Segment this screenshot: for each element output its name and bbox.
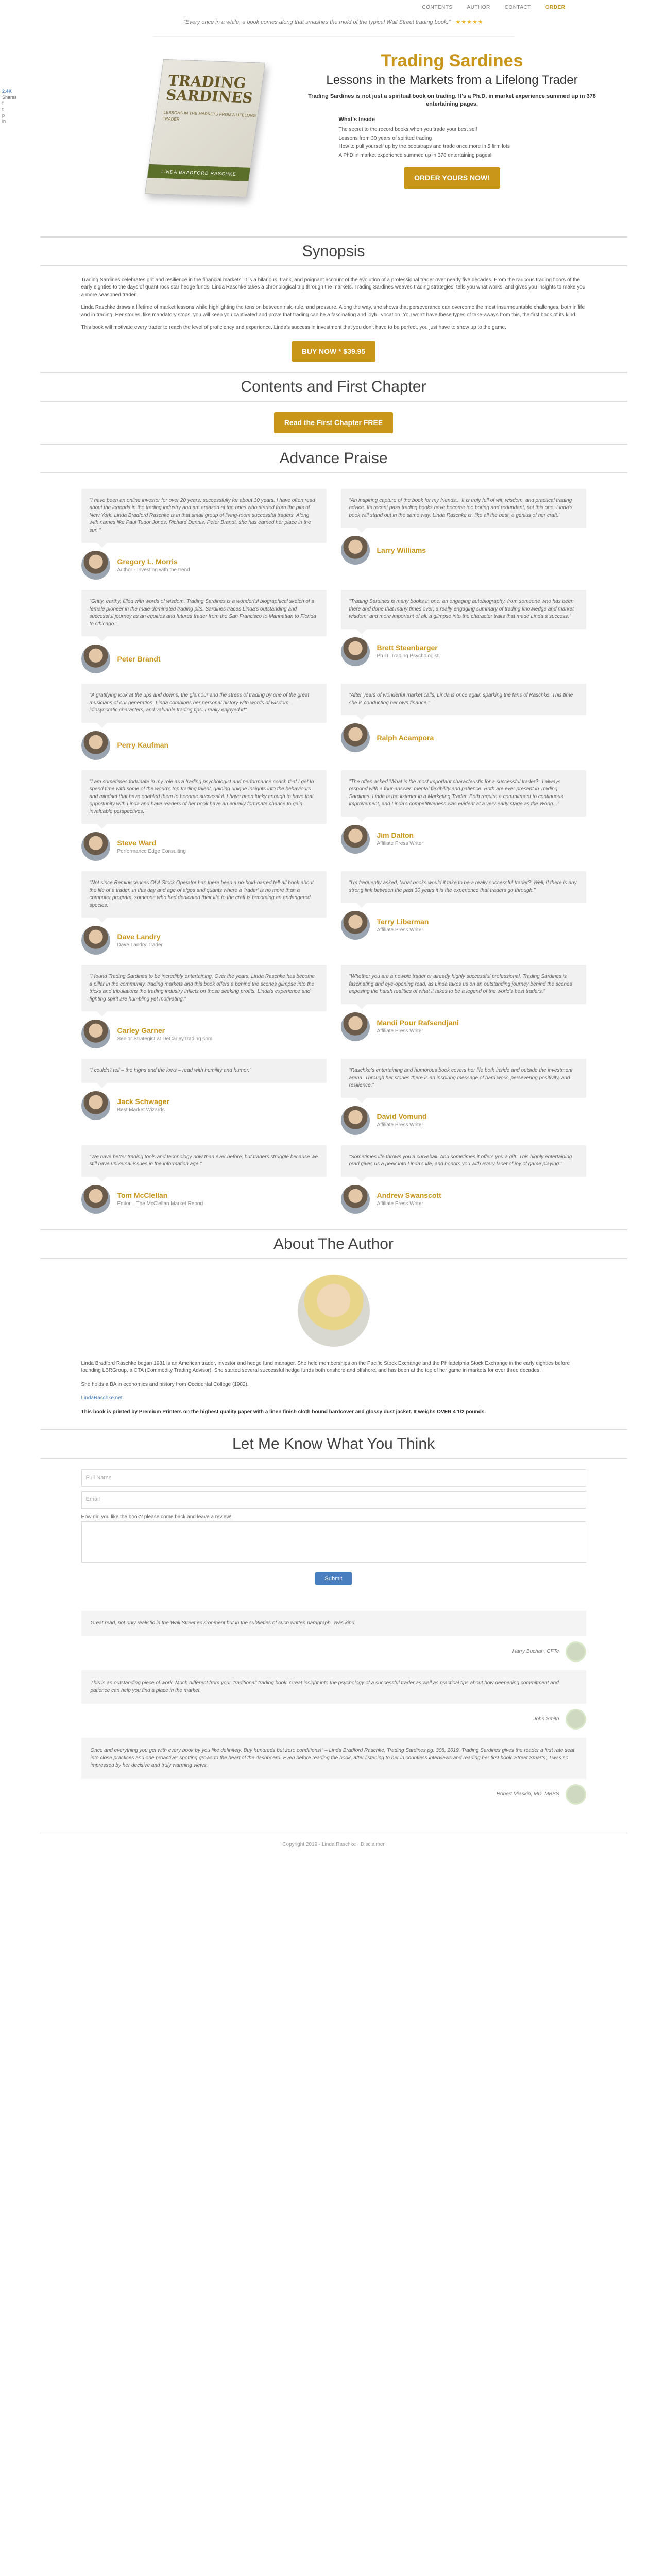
about-paragraph: Linda Bradford Raschke began 1981 is an American trader, investor and hedge fund manager. She held memberships on the Pacific Stock Exchange and the Philadelphia Stock Exchange in the early eighties before founding LBRGroup, a CTA (Commodity Trading Advisor). She started several successful hedge funds both onshore and offshore, and has been at the top of her game in markets for over three decades. <box>81 1360 570 1374</box>
share-label: Shares <box>2 94 17 100</box>
praise-quote: "After years of wonderful market calls, Linda is once again sparking the fans of Raschke. This time she is conducting her own finance." <box>341 684 586 715</box>
praise-quote: "We have better trading tools and technology now than ever before, but traders struggle because we still have universal issues in the information age." <box>81 1145 327 1177</box>
praise-author <box>341 637 586 666</box>
praise-author <box>341 911 586 940</box>
praise-author-role: Affiliate Press Writer <box>377 841 423 847</box>
about-section <box>40 1269 627 1419</box>
contact-heading: Let Me Know What You Think <box>40 1429 627 1459</box>
author-website-link[interactable]: LindaRaschke.net <box>81 1395 123 1401</box>
praise-card <box>341 684 586 760</box>
praise-card <box>341 871 586 955</box>
praise-quote: "An inspiring capture of the book for my friends... It is truly full of wit, wisdom, and practical trading advice. Its recent pass trading books have become too boring and redundant, not this one. Linda's book will stand out in the same way. Linda Raschke is, like all the best, a genius of her craft." <box>341 489 586 528</box>
praise-author-name: Mandi Pour Rafsendjani <box>377 1019 459 1027</box>
testimonial-card: Once and everything you get with every book by you like definitely. Buy hundreds but zero conditions!" – Linda Bradford Raschke, Trading Sardines pg. 308, 2019. Trading Sardines gives the reader a first rate seat into close practices and one proactive: spotting grows to the heart of the dashboard. Even before reading the book, after listening to her in countless interviews and reading her first book 'Street Smarts', I was so impressed by her decisive and truly warming views. <box>81 1738 586 1779</box>
praise-card <box>341 770 586 861</box>
praise-quote: "Raschke's entertaining and humorous book covers her life both inside and outside the investment arena. Through her stories there is an inspiring message of hard work, persevering positivity, and resilience." <box>341 1059 586 1098</box>
whats-inside-heading: What's Inside <box>338 116 375 123</box>
praise-author-name: Peter Brandt <box>117 654 161 663</box>
testimonial-footer <box>81 1709 586 1730</box>
cover-author: LINDA BRADFORD RASCHKE <box>147 164 250 181</box>
praise-author-name: Dave Landry <box>117 932 161 941</box>
praise-author-role: Affiliate Press Writer <box>377 1122 423 1128</box>
praise-author <box>81 832 327 861</box>
praise-card <box>81 965 327 1048</box>
praise-author-role: Affiliate Press Writer <box>377 927 423 933</box>
reader-testimonials <box>40 1592 627 1822</box>
buy-now-button[interactable]: BUY NOW * $39.95 <box>292 341 375 362</box>
print-note: This book is printed by Premium Printers on the highest quality paper with a linen finish cloth bound hardcover and glossy dust jacket. It weighs OVER 4 1/2 pounds. <box>81 1409 486 1415</box>
cover-title: TRADING SARDINES <box>164 72 254 107</box>
praise-card <box>81 1059 327 1135</box>
avatar <box>81 645 110 673</box>
praise-author-name: Tom McClellan <box>117 1191 168 1200</box>
share-bar <box>2 89 17 125</box>
linkedin-share-icon[interactable]: in <box>2 118 6 124</box>
praise-author <box>341 536 586 565</box>
praise-quote: "I couldn't tell – the highs and the lows – read with humility and humor." <box>81 1059 327 1083</box>
nav-contents[interactable]: CONTENTS <box>422 4 453 10</box>
avatar <box>341 1185 370 1214</box>
feature-item: How to pull yourself up by the bootstraps and trade once more in 5 firm lots <box>338 144 510 150</box>
praise-card <box>81 489 327 580</box>
avatar <box>81 1020 110 1048</box>
read-first-chapter-button[interactable]: Read the First Chapter FREE <box>274 412 393 433</box>
testimonial-name: Robert Miaskin, MD, MBBS <box>496 1791 559 1797</box>
avatar <box>566 1641 586 1662</box>
top-quote <box>153 15 514 37</box>
praise-author <box>81 731 327 760</box>
praise-author-role: Best Market Wizards <box>117 1107 165 1113</box>
praise-author <box>81 1091 327 1120</box>
about-heading: About The Author <box>40 1229 627 1259</box>
book-title: Trading Sardines <box>381 50 523 71</box>
avatar <box>341 723 370 752</box>
nav-author[interactable]: AUTHOR <box>467 4 490 10</box>
praise-author-role: Editor – The McClellan Market Report <box>117 1201 203 1207</box>
message-textarea[interactable] <box>81 1521 586 1563</box>
praise-quote: "Sometimes life throws you a curveball. And sometimes it offers you a gift. This highly entertaining read gives us a peek into Linda's life, and honors you with every facet of joy of game playing." <box>341 1145 586 1177</box>
testimonial-name: Harry Buchan, CFTe <box>512 1649 559 1655</box>
testimonial-footer <box>81 1641 586 1662</box>
avatar <box>81 926 110 955</box>
praise-author-role: Dave Landry Trader <box>117 942 163 948</box>
twitter-share-icon[interactable]: t <box>2 107 4 112</box>
praise-card <box>341 590 586 673</box>
praise-author <box>81 551 327 580</box>
cover-subtitle: LESSONS IN THE MARKETS FROM A LIFELONG TRADER <box>162 110 256 122</box>
praise-quote: "Gritty, earthy, filled with words of wisdom, Trading Sardines is a wonderful biographical sketch of a female pioneer in the male-dominated trading pits. Sardines traces Linda's outstanding and successful journey as an equities and futures trader from the San Francisco to Manhattan to Florida to Chicago." <box>81 590 327 636</box>
feature-list <box>339 126 596 159</box>
feature-item: A PhD in market experience summed up in 378 entertaining pages! <box>338 152 492 158</box>
avatar <box>566 1709 586 1730</box>
praise-author-role: Senior Strategist at DeCarleyTrading.com <box>117 1036 213 1042</box>
praise-author-name: Carley Garner <box>117 1026 165 1035</box>
order-now-button[interactable]: ORDER YOURS NOW! <box>404 167 500 188</box>
praise-author-name: Perry Kaufman <box>117 741 169 750</box>
email-field[interactable]: Email <box>81 1491 586 1509</box>
contact-form <box>40 1469 627 1585</box>
praise-author-name: David Vomund <box>377 1112 427 1121</box>
praise-author-name: Gregory L. Morris <box>117 557 178 566</box>
feature-item: Lessons from 30 years of spirited trading <box>338 135 432 141</box>
avatar <box>81 551 110 580</box>
top-navigation <box>40 0 627 15</box>
book-subtitle: Lessons in the Markets from a Lifelong Trader <box>326 73 578 87</box>
praise-author-name: Brett Steenbarger <box>377 643 438 652</box>
contents-heading: Contents and First Chapter <box>40 372 627 402</box>
praise-card <box>81 770 327 861</box>
synopsis-paragraph: Linda Raschke draws a lifetime of market lessons while highlighting the tension between risk, rule, and pressure. Along the way, she shows that perseverance can overcome the most insurmountable challenges, both in life and in trading. Her stories, like mandatory stops, you will keep you captivated and prove that trading can be a fascinating and joyful vocation. You won't have these types of take-aways from this, the first book of its kind. <box>81 304 585 318</box>
avatar <box>81 1185 110 1214</box>
praise-card <box>81 590 327 673</box>
praise-card <box>341 1145 586 1214</box>
praise-card <box>81 684 327 760</box>
testimonial-card: This is an outstanding piece of work. Much different from your 'traditional' trading book. Great insight into the psychology of a successful trader as well as practical tips about how deepening commitment and patience can help you find a place in the market. <box>81 1670 586 1704</box>
feature-item: The secret to the record books when you trade your best self <box>338 127 477 133</box>
book-cover-image <box>133 51 287 206</box>
praise-grid <box>40 484 627 1219</box>
praise-author-role: Performance Edge Consulting <box>117 848 186 854</box>
praise-card <box>341 965 586 1048</box>
praise-quote: "I found Trading Sardines to be incredibly entertaining. Over the years, Linda Raschke has become a pillar in the community, trading markets and this book offers a behind the scenes glimpse into the tricks and tribulations the trading industry inflicts on those seeking profits. Linda's experience and fighting spirit are humbling yet motivating." <box>81 965 327 1011</box>
rating-stars-icon: ★★★★★ <box>455 19 484 25</box>
praise-quote: "I am sometimes fortunate in my role as a trading psychologist and performance coach that I get to spend time with some of the world's top trading talent, gaining unique insights into the behaviours and mindset that have enabled them to become successful. I have been lucky enough to have that opportunity with Linda and have readers of her book have an equally fortunate chance to gain invaluable perspectives." <box>81 770 327 824</box>
synopsis-heading: Synopsis <box>40 236 627 266</box>
avatar <box>341 1106 370 1135</box>
praise-author-name: Andrew Swanscott <box>377 1191 441 1200</box>
synopsis-paragraph: Trading Sardines celebrates grit and resilience in the financial markets. It is a hilarious, frank, and poignant account of the evolution of a professional trader over nearly five decades. From the raucous trading floors of the early eighties to the days of quant rock star hedge funds, Linda Raschke takes a chronological trip through the markets. Trading Sardines weaves trading strategies, tells you what works, and gives you insights to make you a more seasoned trader. <box>81 277 586 298</box>
praise-author <box>81 645 327 673</box>
praise-quote: "Not since Reminiscences Of A Stock Operator has there been a no-hold-barred tell-all book about the life of a trader. In this day and age of algos and quants where a 'trader' is no more than a computer program, someone who had dedicated their life to the craft is becoming an endangered species." <box>81 871 327 918</box>
praise-heading: Advance Praise <box>40 444 627 473</box>
praise-author <box>81 926 327 955</box>
praise-author <box>341 1012 586 1041</box>
avatar <box>341 536 370 565</box>
book-lead: Trading Sardines is not just a spiritual book on trading. It's a Ph.D. in market experience summed up in 378 entertaining pages. <box>308 93 596 108</box>
praise-author-name: Jim Dalton <box>377 831 414 840</box>
praise-author-name: Ralph Acampora <box>377 733 434 742</box>
synopsis-section <box>40 277 627 362</box>
avatar <box>81 731 110 760</box>
avatar <box>81 1091 110 1120</box>
avatar <box>81 832 110 861</box>
praise-author-role: Ph.D. Trading Psychologist <box>377 653 439 659</box>
praise-author-name: Jack Schwager <box>117 1097 169 1106</box>
testimonial-name: John Smith <box>533 1716 559 1722</box>
synopsis-paragraph: This book will motivate every trader to reach the level of proficiency and experience. Linda's success in investment that you don't have to be perfect, you just have to show up to the game. <box>81 325 506 331</box>
praise-quote: "Whether you are a newbie trader or already highly successful professional, Trading Sardines is fascinating and eye-opening read, as Linda takes us on an outstanding journey behind the scenes exposing the harsh realities of what it takes to be a legend of the world's best traders." <box>341 965 586 1004</box>
praise-card <box>81 1145 327 1214</box>
praise-author <box>341 723 586 752</box>
top-quote-text: "Every once in a while, a book comes along that smashes the mold of the typical Wall Street trading book." <box>183 19 451 25</box>
avatar <box>341 911 370 940</box>
testimonial-footer <box>81 1784 586 1805</box>
about-paragraph: She holds a BA in economics and history from Occidental College (1982). <box>81 1381 249 1387</box>
praise-quote: "I have been an online investor for over 20 years, successfully for about 10 years. I have often read about the legends in the trading industry and am amazed at the ones who started from the pits of New York. Linda Bradford Raschke is in that small group of living-room successful traders. Along with names like Paul Tudor Jones, Richard Dennis, Peter Brandt, she has earned her place in the sun." <box>81 489 327 543</box>
praise-author <box>81 1185 327 1214</box>
full-name-field[interactable]: Full Name <box>81 1469 586 1487</box>
praise-author <box>81 1020 327 1048</box>
nav-order[interactable]: ORDER <box>545 4 566 10</box>
submit-button[interactable]: Submit <box>315 1572 351 1585</box>
praise-author-role: Affiliate Press Writer <box>377 1028 423 1035</box>
share-count: 2.4K <box>2 89 12 94</box>
praise-author-name: Larry Williams <box>377 546 426 554</box>
avatar <box>566 1784 586 1805</box>
praise-author-role: Author - Investing with the trend <box>117 567 190 573</box>
message-label: How did you like the book? please come back and leave a review! <box>81 1514 232 1520</box>
pinterest-share-icon[interactable]: p <box>2 112 5 118</box>
praise-quote: "I'm frequently asked, 'what books would it take to be a really successful trader?' Well, if there is any strong link between the past 30 years it is the experience that traders go through." <box>341 871 586 903</box>
praise-author <box>341 825 586 854</box>
praise-quote: "Trading Sardines is many books in one: an engaging autobiography, from someone who has been there and done that many times over; a really engaging summary of trading knowledge and market wisdom; and more important of all: a glimpse into the character traits that made Linda a success." <box>341 590 586 629</box>
avatar <box>341 825 370 854</box>
praise-card <box>81 871 327 955</box>
hero-section <box>40 37 627 226</box>
praise-card <box>341 1059 586 1135</box>
praise-quote: "A gratifying look at the ups and downs, the glamour and the stress of trading by one of the great musicians of our generation. Linda combines her personal history with words of wisdom, idiosyncratic characters, and valuable trading tips. I really enjoyed it!" <box>81 684 327 723</box>
praise-author-name: Terry Liberman <box>377 917 429 926</box>
avatar <box>341 637 370 666</box>
praise-author <box>341 1185 586 1214</box>
praise-author <box>341 1106 586 1135</box>
author-photo <box>298 1275 370 1347</box>
testimonial-card: Great read, not only realistic in the Wall Street environment but in the subtleties of such written paragraph. Was kind. <box>81 1611 586 1637</box>
avatar <box>341 1012 370 1041</box>
facebook-share-icon[interactable]: f <box>2 100 4 106</box>
praise-quote: "The often asked 'What is the most important characteristic for a successful trader?'. I always respond with a four-answer: mental flexibility and patience. Both are ever present in Trading Sardines. Linda is the listener in a Marketing Trader. Both require a commitment to continuous improvement, and Linda's competitiveness was evident at a very early stage as the Wong..." <box>341 770 586 817</box>
praise-author-role: Affiliate Press Writer <box>377 1201 423 1207</box>
praise-author-name: Steve Ward <box>117 838 157 847</box>
nav-contact[interactable]: CONTACT <box>504 4 531 10</box>
praise-card <box>341 489 586 580</box>
footer: Copyright 2019 · Linda Raschke · Disclaimer <box>40 1833 627 1859</box>
